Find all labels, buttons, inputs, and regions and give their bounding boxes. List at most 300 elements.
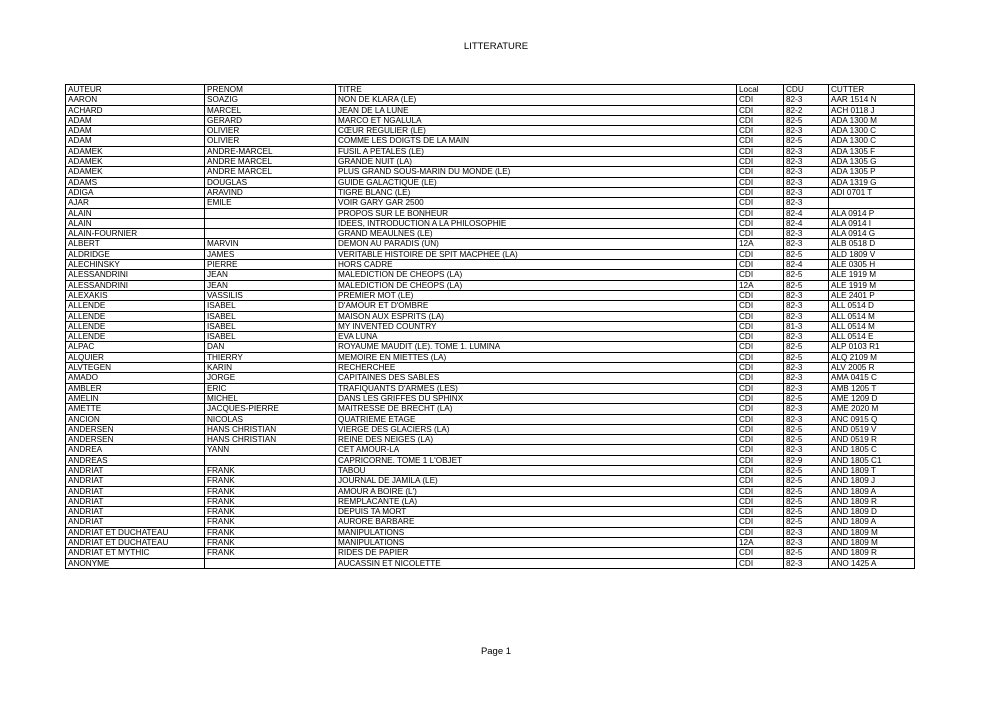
cdu-cell: 82-2 (784, 105, 829, 115)
table-row (66, 260, 915, 270)
prenom-cell: HANS CHRISTIAN (205, 435, 336, 445)
auteur-cell: ALDRIDGE (66, 249, 205, 259)
titre-cell: PROPOS SUR LE BONHEUR (336, 208, 737, 218)
page-number: Page 1 (480, 646, 512, 657)
prenom-cell: ERIC (205, 383, 336, 393)
prenom-cell: NICOLAS (205, 414, 336, 424)
titre-cell: RIDES DE PAPIER (336, 548, 737, 558)
prenom-cell: FRANK (205, 465, 336, 475)
cdu-cell: 82-3 (784, 527, 829, 537)
auteur-cell: ANDRIAT (66, 476, 205, 486)
cutter-cell: ADA 1319 G (829, 177, 915, 187)
titre-cell: QUATRIEME ETAGE (336, 414, 737, 424)
table-row (66, 332, 915, 342)
auteur-cell: ALAIN (66, 208, 205, 218)
titre-cell: D'AMOUR ET D'OMBRE (336, 301, 737, 311)
cdu-cell: 82-5 (784, 393, 829, 403)
cutter-cell: AME 1209 D (829, 393, 915, 403)
auteur-cell: ADAMEK (66, 167, 205, 177)
cutter-cell: ALE 0305 H (829, 260, 915, 270)
local-cell: CDI (737, 424, 784, 434)
table-row (66, 373, 915, 383)
column-header-titre: TITRE (336, 85, 737, 95)
cdu-cell: 82-5 (784, 476, 829, 486)
cutter-cell: ALL 0514 E (829, 332, 915, 342)
table-row (66, 476, 915, 486)
table-row (66, 218, 915, 228)
local-cell: CDI (737, 352, 784, 362)
auteur-cell: ANDERSEN (66, 435, 205, 445)
table-row (66, 187, 915, 197)
local-cell: CDI (737, 167, 784, 177)
table-row (66, 435, 915, 445)
column-header-cdu: CDU (784, 85, 829, 95)
prenom-cell: KARIN (205, 363, 336, 373)
cutter-cell: ALE 2401 P (829, 290, 915, 300)
table-row (66, 496, 915, 506)
cutter-cell: ADA 1300 C (829, 136, 915, 146)
local-cell: CDI (737, 527, 784, 537)
column-header-prenom: PRENOM (205, 85, 336, 95)
prenom-cell: JACQUES-PIERRE (205, 404, 336, 414)
prenom-cell: JAMES (205, 249, 336, 259)
table-row (66, 486, 915, 496)
auteur-cell: ALLENDE (66, 311, 205, 321)
cdu-cell: 82-4 (784, 208, 829, 218)
cdu-cell: 82-3 (784, 95, 829, 105)
cdu-cell: 82-5 (784, 270, 829, 280)
local-cell: 12A (737, 239, 784, 249)
prenom-cell: MICHEL (205, 393, 336, 403)
cdu-cell: 82-5 (784, 352, 829, 362)
auteur-cell: AMADO (66, 373, 205, 383)
titre-cell: MANIPULATIONS (336, 538, 737, 548)
table-row (66, 167, 915, 177)
table-row (66, 465, 915, 475)
prenom-cell: FRANK (205, 486, 336, 496)
column-header-local: Local (737, 85, 784, 95)
local-cell: CDI (737, 208, 784, 218)
prenom-cell: ISABEL (205, 301, 336, 311)
cutter-cell (829, 198, 915, 208)
local-cell: CDI (737, 486, 784, 496)
table-row (66, 311, 915, 321)
cdu-cell: 82-3 (784, 383, 829, 393)
titre-cell: MAITRESSE DE BRECHT (LA) (336, 404, 737, 414)
prenom-cell: FRANK (205, 496, 336, 506)
auteur-cell: ALECHINSKY (66, 260, 205, 270)
local-cell: CDI (737, 290, 784, 300)
cdu-cell: 82-9 (784, 455, 829, 465)
prenom-cell: JORGE (205, 373, 336, 383)
local-cell: CDI (737, 548, 784, 558)
auteur-cell: ANDRIAT (66, 486, 205, 496)
local-cell: CDI (737, 136, 784, 146)
cutter-cell: AME 2020 M (829, 404, 915, 414)
titre-cell: VIERGE DES GLACIERS (LA) (336, 424, 737, 434)
table-row (66, 198, 915, 208)
cutter-cell: AND 1805 C1 (829, 455, 915, 465)
cutter-cell: ALP 0103 R1 (829, 342, 915, 352)
cdu-cell: 82-5 (784, 424, 829, 434)
auteur-cell: ADAM (66, 126, 205, 136)
auteur-cell: ANONYME (66, 558, 205, 568)
local-cell: CDI (737, 445, 784, 455)
prenom-cell: ISABEL (205, 311, 336, 321)
cdu-cell: 81-3 (784, 321, 829, 331)
cdu-cell: 82-3 (784, 146, 829, 156)
prenom-cell: FRANK (205, 538, 336, 548)
prenom-cell (205, 558, 336, 568)
local-cell: CDI (737, 157, 784, 167)
local-cell: CDI (737, 455, 784, 465)
cutter-cell: ALQ 2109 M (829, 352, 915, 362)
cdu-cell: 82-3 (784, 414, 829, 424)
cdu-cell: 82-5 (784, 249, 829, 259)
cdu-cell: 82-3 (784, 445, 829, 455)
auteur-cell: ADAMS (66, 177, 205, 187)
local-cell: CDI (737, 476, 784, 486)
local-cell: CDI (737, 465, 784, 475)
cutter-cell: AND 1809 M (829, 538, 915, 548)
prenom-cell: FRANK (205, 548, 336, 558)
cdu-cell: 82-3 (784, 404, 829, 414)
titre-cell: PLUS GRAND SOUS-MARIN DU MONDE (LE) (336, 167, 737, 177)
cdu-cell: 82-3 (784, 126, 829, 136)
prenom-cell: VASSILIS (205, 290, 336, 300)
auteur-cell: ALVTEGEN (66, 363, 205, 373)
local-cell: CDI (737, 115, 784, 125)
cutter-cell: ADA 1300 C (829, 126, 915, 136)
titre-cell: REINE DES NEIGES (LA) (336, 435, 737, 445)
prenom-cell: ANDRE-MARCEL (205, 146, 336, 156)
prenom-cell: FRANK (205, 517, 336, 527)
titre-cell: PREMIER MOT (LE) (336, 290, 737, 300)
cdu-cell: 82-3 (784, 558, 829, 568)
auteur-cell: ADAM (66, 115, 205, 125)
prenom-cell: MARCEL (205, 105, 336, 115)
titre-cell: VERITABLE HISTOIRE DE SPIT MACPHEE (LA) (336, 249, 737, 259)
cdu-cell: 82-3 (784, 187, 829, 197)
auteur-cell: ANDRIAT ET MYTHIC (66, 548, 205, 558)
local-cell: CDI (737, 373, 784, 383)
prenom-cell: ANDRE MARCEL (205, 157, 336, 167)
local-cell: CDI (737, 311, 784, 321)
auteur-cell: AJAR (66, 198, 205, 208)
auteur-cell: ANDRIAT (66, 465, 205, 475)
header-row (66, 85, 915, 95)
auteur-cell: ALQUIER (66, 352, 205, 362)
titre-cell: MALEDICTION DE CHEOPS (LA) (336, 280, 737, 290)
auteur-cell: AMBLER (66, 383, 205, 393)
titre-cell: DANS LES GRIFFES DU SPHINX (336, 393, 737, 403)
cutter-cell: ALA 0914 G (829, 229, 915, 239)
cdu-cell: 82-3 (784, 301, 829, 311)
table-row (66, 126, 915, 136)
auteur-cell: ALESSANDRINI (66, 270, 205, 280)
book-catalog-table (65, 84, 915, 569)
cdu-cell: 82-3 (784, 177, 829, 187)
titre-cell: MALEDICTION DE CHEOPS (LA) (336, 270, 737, 280)
auteur-cell: ADAMEK (66, 157, 205, 167)
auteur-cell: ALAIN-FOURNIER (66, 229, 205, 239)
auteur-cell: ADAM (66, 136, 205, 146)
table-row (66, 352, 915, 362)
local-cell: CDI (737, 260, 784, 270)
titre-cell: JOURNAL DE JAMILA (LE) (336, 476, 737, 486)
table-row (66, 270, 915, 280)
cutter-cell: ADA 1305 G (829, 157, 915, 167)
cdu-cell: 82-3 (784, 167, 829, 177)
column-header-cutter: CUTTER (829, 85, 915, 95)
titre-cell: GUIDE GALACTIQUE (LE) (336, 177, 737, 187)
auteur-cell: ANCION (66, 414, 205, 424)
local-cell: CDI (737, 496, 784, 506)
table-row (66, 290, 915, 300)
prenom-cell (205, 218, 336, 228)
cdu-cell: 82-3 (784, 363, 829, 373)
cutter-cell: AND 1809 A (829, 486, 915, 496)
local-cell: CDI (737, 249, 784, 259)
prenom-cell: ISABEL (205, 321, 336, 331)
table-row (66, 424, 915, 434)
page-title: LITTERATURE (463, 41, 529, 52)
cdu-cell: 82-5 (784, 517, 829, 527)
prenom-cell: GERARD (205, 115, 336, 125)
titre-cell: GRAND MEAULNES (LE) (336, 229, 737, 239)
prenom-cell: JEAN (205, 280, 336, 290)
cutter-cell: AND 1805 C (829, 445, 915, 455)
prenom-cell: MARVIN (205, 239, 336, 249)
prenom-cell: SOAZIG (205, 95, 336, 105)
cutter-cell: ALB 0518 D (829, 239, 915, 249)
auteur-cell: ANDRIAT (66, 496, 205, 506)
table-row (66, 239, 915, 249)
table-row (66, 229, 915, 239)
prenom-cell: ARAVIND (205, 187, 336, 197)
cutter-cell: ALL 0514 D (829, 301, 915, 311)
prenom-cell: OLIVIER (205, 136, 336, 146)
titre-cell: MY INVENTED COUNTRY (336, 321, 737, 331)
cutter-cell: AND 1809 R (829, 496, 915, 506)
auteur-cell: ANDREA (66, 445, 205, 455)
auteur-cell: ANDREAS (66, 455, 205, 465)
table-row (66, 208, 915, 218)
cdu-cell: 82-3 (784, 157, 829, 167)
local-cell: CDI (737, 198, 784, 208)
local-cell: CDI (737, 321, 784, 331)
prenom-cell: FRANK (205, 476, 336, 486)
titre-cell: FUSIL A PETALES (LE) (336, 146, 737, 156)
titre-cell: EVA LUNA (336, 332, 737, 342)
prenom-cell: FRANK (205, 507, 336, 517)
table-row (66, 157, 915, 167)
titre-cell: MEMOIRE EN MIETTES (LA) (336, 352, 737, 362)
cutter-cell: ADI 0701 T (829, 187, 915, 197)
cdu-cell: 82-3 (784, 229, 829, 239)
local-cell: CDI (737, 187, 784, 197)
prenom-cell: ANDRE MARCEL (205, 167, 336, 177)
titre-cell: IDEES, INTRODUCTION A LA PHILOSOPHIE (336, 218, 737, 228)
cdu-cell: 82-5 (784, 435, 829, 445)
local-cell: 12A (737, 280, 784, 290)
local-cell: CDI (737, 218, 784, 228)
table-row (66, 136, 915, 146)
table-row (66, 507, 915, 517)
titre-cell: REMPLACANTE (LA) (336, 496, 737, 506)
cutter-cell: AND 1809 M (829, 527, 915, 537)
table-row (66, 548, 915, 558)
auteur-cell: ALPAC (66, 342, 205, 352)
table-row (66, 301, 915, 311)
titre-cell: AURORE BARBARE (336, 517, 737, 527)
titre-cell: CAPITAINES DES SABLES (336, 373, 737, 383)
local-cell: CDI (737, 105, 784, 115)
cdu-cell: 82-5 (784, 507, 829, 517)
table-row (66, 393, 915, 403)
cdu-cell: 82-5 (784, 465, 829, 475)
auteur-cell: ANDRIAT ET DUCHATEAU (66, 527, 205, 537)
table-row (66, 342, 915, 352)
table-row (66, 177, 915, 187)
titre-cell: TABOU (336, 465, 737, 475)
table-row (66, 321, 915, 331)
table-row (66, 115, 915, 125)
cdu-cell: 82-5 (784, 486, 829, 496)
local-cell: CDI (737, 95, 784, 105)
cutter-cell: AND 1809 R (829, 548, 915, 558)
cdu-cell: 82-3 (784, 538, 829, 548)
prenom-cell (205, 229, 336, 239)
titre-cell: GRANDE NUIT (LA) (336, 157, 737, 167)
titre-cell: MARCO ET NGALULA (336, 115, 737, 125)
titre-cell: HORS CADRE (336, 260, 737, 270)
titre-cell: VOIR GARY GAR 2500 (336, 198, 737, 208)
cdu-cell: 82-3 (784, 290, 829, 300)
local-cell: CDI (737, 270, 784, 280)
local-cell: CDI (737, 383, 784, 393)
cdu-cell: 82-5 (784, 115, 829, 125)
titre-cell: MANIPULATIONS (336, 527, 737, 537)
cutter-cell: ALE 1919 M (829, 270, 915, 280)
table-row (66, 280, 915, 290)
cdu-cell: 82-3 (784, 373, 829, 383)
cutter-cell: ANO 1425 A (829, 558, 915, 568)
auteur-cell: ALAIN (66, 218, 205, 228)
cdu-cell: 82-5 (784, 496, 829, 506)
cdu-cell: 82-5 (784, 280, 829, 290)
cutter-cell: ACH 0118 J (829, 105, 915, 115)
table-row (66, 363, 915, 373)
table-body (66, 85, 915, 569)
prenom-cell: OLIVIER (205, 126, 336, 136)
titre-cell: JEAN DE LA LUNE (336, 105, 737, 115)
titre-cell: AUCASSIN ET NICOLETTE (336, 558, 737, 568)
auteur-cell: ANDRIAT ET DUCHATEAU (66, 538, 205, 548)
cdu-cell: 82-3 (784, 311, 829, 321)
table-row (66, 558, 915, 568)
prenom-cell: EMILE (205, 198, 336, 208)
titre-cell: DEMON AU PARADIS (UN) (336, 239, 737, 249)
cutter-cell: AAR 1514 N (829, 95, 915, 105)
auteur-cell: ANDRIAT (66, 507, 205, 517)
local-cell: CDI (737, 342, 784, 352)
prenom-cell: DAN (205, 342, 336, 352)
table-row (66, 538, 915, 548)
local-cell: CDI (737, 177, 784, 187)
cutter-cell: ALD 1809 V (829, 249, 915, 259)
cdu-cell: 82-5 (784, 136, 829, 146)
cutter-cell: AND 0519 V (829, 424, 915, 434)
table-row (66, 95, 915, 105)
auteur-cell: ALLENDE (66, 321, 205, 331)
cutter-cell: AND 1809 J (829, 476, 915, 486)
cdu-cell: 82-5 (784, 548, 829, 558)
cdu-cell: 82-4 (784, 260, 829, 270)
table-row (66, 517, 915, 527)
table-row (66, 414, 915, 424)
cutter-cell: AND 1809 D (829, 507, 915, 517)
local-cell: CDI (737, 414, 784, 424)
table-row (66, 105, 915, 115)
table-row (66, 249, 915, 259)
local-cell: CDI (737, 126, 784, 136)
titre-cell: CŒUR REGULIER (LE) (336, 126, 737, 136)
cdu-cell: 82-5 (784, 342, 829, 352)
auteur-cell: AMETTE (66, 404, 205, 414)
auteur-cell: ACHARD (66, 105, 205, 115)
cutter-cell: AND 1809 A (829, 517, 915, 527)
local-cell: CDI (737, 363, 784, 373)
prenom-cell (205, 208, 336, 218)
local-cell: CDI (737, 558, 784, 568)
prenom-cell: FRANK (205, 527, 336, 537)
cutter-cell: ALA 0914 I (829, 218, 915, 228)
cutter-cell: ADA 1305 P (829, 167, 915, 177)
table-row (66, 383, 915, 393)
cdu-cell: 82-3 (784, 239, 829, 249)
local-cell: 12A (737, 538, 784, 548)
prenom-cell: THIERRY (205, 352, 336, 362)
local-cell: CDI (737, 507, 784, 517)
local-cell: CDI (737, 393, 784, 403)
cutter-cell: ALA 0914 P (829, 208, 915, 218)
cutter-cell: ALL 0514 M (829, 321, 915, 331)
column-header-auteur: AUTEUR (66, 85, 205, 95)
local-cell: CDI (737, 517, 784, 527)
cutter-cell: ADA 1300 M (829, 115, 915, 125)
cutter-cell: AND 1809 T (829, 465, 915, 475)
titre-cell: DEPUIS TA MORT (336, 507, 737, 517)
titre-cell: TIGRE BLANC (LE) (336, 187, 737, 197)
auteur-cell: ADIGA (66, 187, 205, 197)
cutter-cell: AMB 1205 T (829, 383, 915, 393)
auteur-cell: ADAMEK (66, 146, 205, 156)
titre-cell: RECHERCHEE (336, 363, 737, 373)
cdu-cell: 82-3 (784, 198, 829, 208)
auteur-cell: ALLENDE (66, 301, 205, 311)
cutter-cell: AND 0519 R (829, 435, 915, 445)
local-cell: CDI (737, 404, 784, 414)
local-cell: CDI (737, 435, 784, 445)
cdu-cell: 82-3 (784, 332, 829, 342)
titre-cell: CAPRICORNE. TOME 1 L'OBJET (336, 455, 737, 465)
local-cell: CDI (737, 301, 784, 311)
prenom-cell: YANN (205, 445, 336, 455)
titre-cell: NON DE KLARA (LE) (336, 95, 737, 105)
auteur-cell: AMELIN (66, 393, 205, 403)
auteur-cell: ANDRIAT (66, 517, 205, 527)
